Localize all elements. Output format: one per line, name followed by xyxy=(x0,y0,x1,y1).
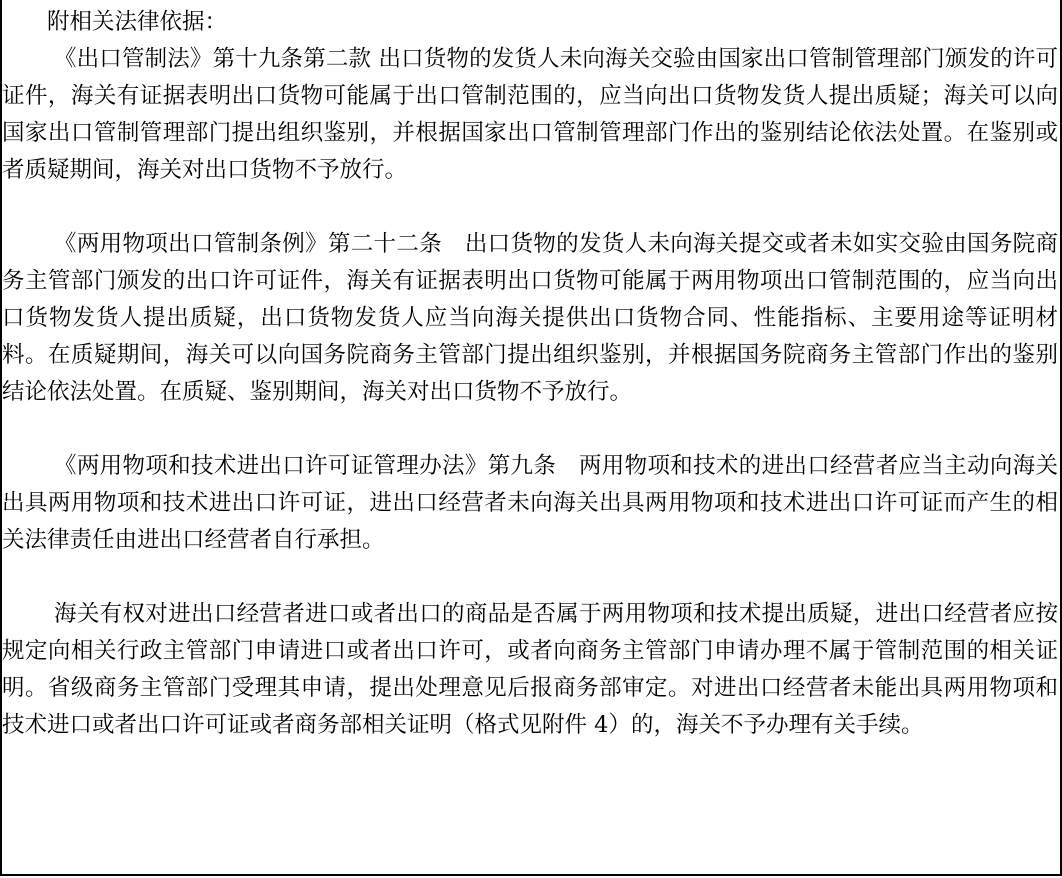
paragraph-export-control-law: 《出口管制法》第十九条第二款 出口货物的发货人未向海关交验由国家出口管制管理部门颁发的许可证件，海关有证据表明出口货物可能属于出口管制范围的，应当向出口货物发货人提出质疑；海关可以向国家出口管制管理部门提出组织鉴别，并根据国家出口管制管理部门作出的鉴别结论依法处置。在鉴别或者质疑期间，海关对出口货物不予放行。 xyxy=(2,46,1058,183)
intro-heading: 附相关法律依据： xyxy=(47,9,228,35)
paragraph-spacer xyxy=(2,559,1060,596)
paragraph-spacer xyxy=(2,411,1060,448)
document-body xyxy=(2,4,1060,744)
paragraph-license-measures: 《两用物项和技术进出口许可证管理办法》第九条 两用物项和技术的进出口经营者应当主动向海关出具两用物项和技术进出口许可证，进出口经营者未向海关出具两用物项和技术进出口许可证而产生的相关法律责任由进出口经营者自行承担。 xyxy=(2,453,1058,553)
paragraph-customs-query: 海关有权对进出口经营者进口或者出口的商品是否属于两用物项和技术提出质疑，进出口经营者应按规定向相关行政主管部门申请进口或者出口许可，或者向商务主管部门申请办理不属于管制范围的相关证明。省级商务主管部门受理其申请，提出处理意见后报商务部审定。对进出口经营者未能出具两用物项和技术进口或者出口许可证或者商务部相关证明（格式见附件 4）的，海关不予办理有关手续。 xyxy=(2,601,1058,738)
paragraph-dual-use-regulation: 《两用物项出口管制条例》第二十二条 出口货物的发货人未向海关提交或者未如实交验由国务院商务主管部门颁发的出口许可证件，海关有证据表明出口货物可能属于两用物项出口管制范围的，应当向出口货物发货人提出质疑，出口货物发货人应当向海关提供出口货物合同、性能指标、主要用途等证明材料。在质疑期间，海关可以向国务院商务主管部门提出组织鉴别，并根据国务院商务主管部门作出的鉴别结论依法处置。在质疑、鉴别期间，海关对出口货物不予放行。 xyxy=(2,231,1058,405)
paragraph-spacer xyxy=(2,189,1060,226)
